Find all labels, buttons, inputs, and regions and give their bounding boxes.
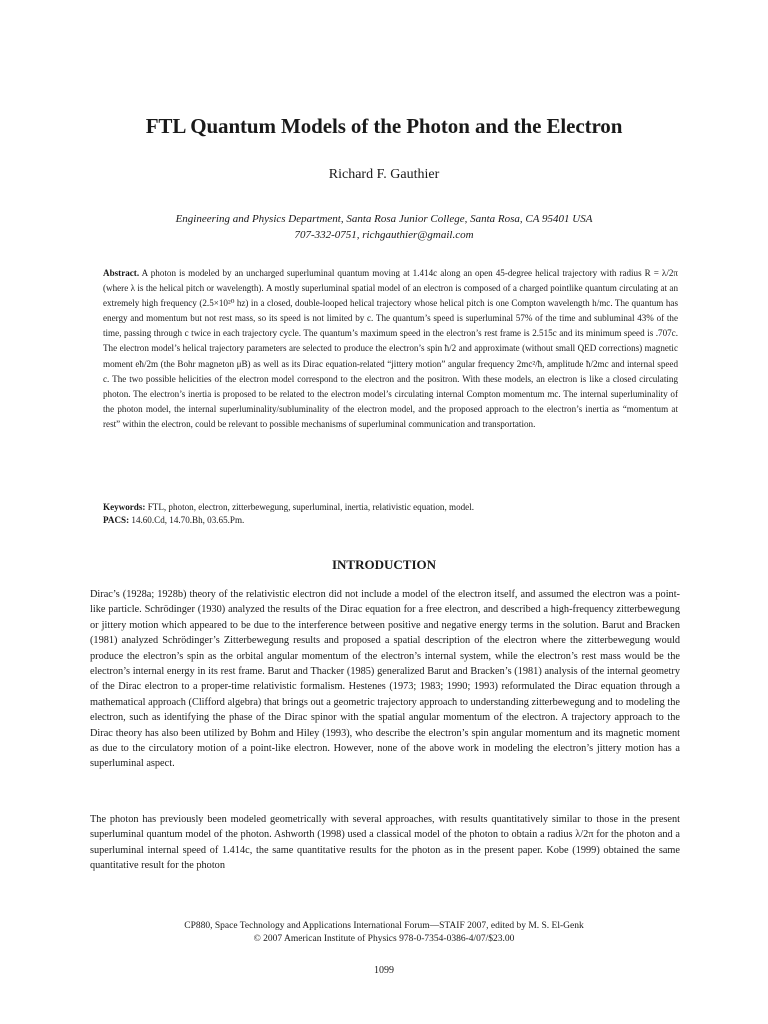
abstract-label: Abstract. xyxy=(103,268,140,278)
affiliation xyxy=(0,211,768,243)
pacs-label: PACS: xyxy=(103,515,130,525)
keywords-line xyxy=(103,501,678,514)
keywords-block xyxy=(103,501,678,527)
footer-copyright: © 2007 American Institute of Physics 978-0-7354-0386-4/07/$23.00 xyxy=(253,934,515,944)
paper-title: FTL Quantum Models of the Photon and the Electron xyxy=(145,114,623,138)
keywords-text: FTL, photon, electron, zitterbewegung, superluminal, inertia, relativistic equation, model. xyxy=(147,502,474,512)
pacs-line xyxy=(103,514,678,527)
body-paragraph-1: Dirac’s (1928a; 1928b) theory of the relativistic electron did not include a model of the electron itself, and assumed the electron was a point-like particle. Schrödinger (1930) analyzed the results of the Dirac equation for a free electron, and described a high-frequency zitterbewegung or jittery motion which appeared to be due to the interference between positive and negative energy terms in the solution. Barut and Bracken (1981) analyzed Schrödinger’s Zitterbewegung results and proposed a spatial description of the electron where the zitterbewegung would produce the electron’s spin as the orbital angular momentum of the electron’s internal system, while the electron’s rest mass would be the electron’s internal energy in its rest frame. Barut and Thacker (1985) generalized Barut and Bracken’s (1981) analysis of the internal geometry of the Dirac electron to a proper-time relativistic formalism. Hestenes (1973; 1983; 1990; 1993) reformulated the Dirac equation through a mathematical approach (Clifford algebra) that brings out a geometric trajectory approach to understanding zitterbewegung and to modeling the electron, such as identifying the phase of the Dirac spinor with the spatial angular momentum of the electron. A trajectory approach to the Dirac theory has also been utilized by Bohm and Hiley (1993), who describe the electron’s spin angular momentum and its magnetic moment as due to the circulatory motion of a point-like electron. However, none of the above work in modeling the electron’s jittery motion has a superluminal aspect. xyxy=(90,589,680,770)
abstract-text: A photon is modeled by an uncharged superluminal quantum moving at 1.414c along an open 45-degree helical trajectory with radius R = λ/2π (where λ is the helical pitch or wavelength). A mostly superluminal spatial model of an electron is composed of a charged pointlike quantum circulating at an extremely high frequency (2.5×10²⁰ hz) in a closed, double-looped helical trajectory whose helical pitch is one Compton wavelength h/mc. The quantum has energy and momentum but not rest mass, so its speed is not limited by c. The quantum’s speed is superluminal 57% of the time and subluminal 43% of the time, passing through c twice in each trajectory cycle. The quantum’s maximum speed in the electron’s rest frame is 2.515c and its minimum speed is .707c. The electron model’s helical trajectory parameters are selected to produce the electron’s spin ħ/2 and approximate (without small QED corrections) magnetic moment eħ/2m (the Bohr magneton μB) as well as its Dirac equation-related “jittery motion” angular frequency 2mc²/ħ, amplitude ħ/2mc and internal speed c. The two possible helicities of the electron model correspond to the electron and the positron. With these models, an electron is like a closed circulating photon. The electron’s inertia is proposed to be related to the electron model’s circulating internal Compton momentum mc. The internal superluminality of the photon model, the internal superluminality/subluminality of the electron model, and the proposed approach to the electron’s inertia as “momentum at rest” within the electron, could be relevant to possible mechanisms of superluminal communication and transportation. xyxy=(103,268,678,429)
body-paragraph-2: The photon has previously been modeled geometrically with several approaches, with results quantitatively similar to those in the present superluminal quantum model of the photon. Ashworth (1998) used a classical model of the photon to obtain a radius λ/2π for the photon and a superluminal internal speed of 1.414c, the same quantitative results for the photon as in the present paper. Kobe (1999) obtained the same quantitative result for the photon xyxy=(90,814,680,872)
keywords-label: Keywords: xyxy=(103,502,146,512)
page-number: 1099 xyxy=(374,965,394,976)
author-name: Richard F. Gauthier xyxy=(328,167,440,182)
pacs-text: 14.60.Cd, 14.70.Bh, 03.65.Pm. xyxy=(131,515,245,525)
footer-citation xyxy=(0,920,768,946)
section-heading: INTRODUCTION xyxy=(331,557,436,572)
affiliation-address: Engineering and Physics Department, Santa Rosa Junior College, Santa Rosa, CA 95401 USA xyxy=(175,213,593,225)
abstract xyxy=(103,266,678,432)
affiliation-contact: 707-332-0751, richgauthier@gmail.com xyxy=(294,229,474,241)
footer-conference: CP880, Space Technology and Applications International Forum—STAIF 2007, edited by M. S. El-Genk xyxy=(184,921,584,931)
